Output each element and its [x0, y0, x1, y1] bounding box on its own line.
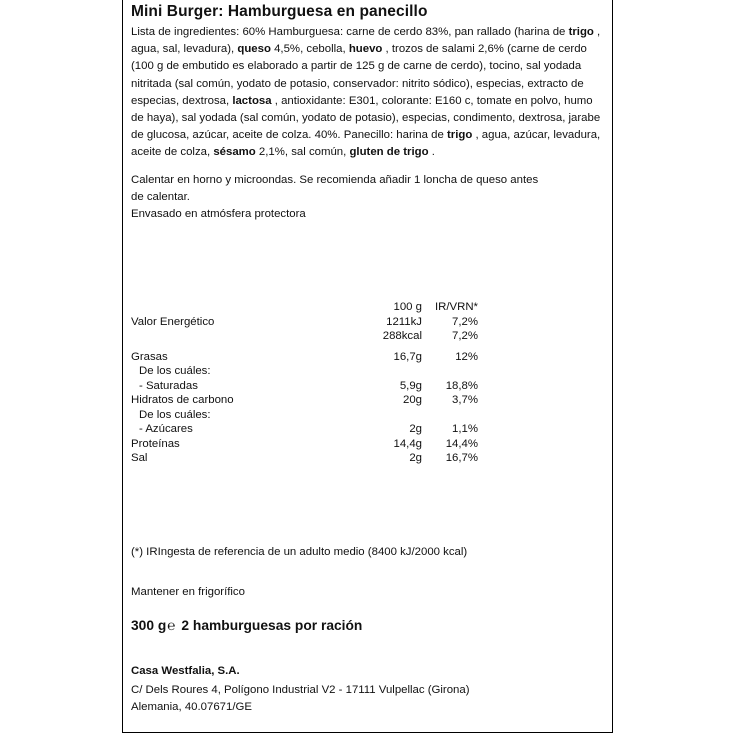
manufacturer-registration: Alemania, 40.07671/GE	[131, 701, 252, 713]
packaging-note: Envasado en atmósfera protectora	[131, 208, 306, 220]
nutrition-row	[131, 350, 478, 365]
manufacturer-name: Casa Westfalia, S.A.	[131, 665, 240, 677]
value-per-100g: 2g	[409, 452, 422, 464]
nutrition-row	[131, 437, 478, 452]
value-per-100g	[359, 408, 422, 423]
allergen-highlight: gluten de trigo	[349, 146, 429, 159]
nutrient-name	[131, 329, 359, 344]
ingredient-text: .	[428, 146, 435, 159]
value-ir-vrn: 14,4%	[445, 437, 478, 450]
ingredient-text: , trozos de salami 2,6% (carne de cerdo (100 g de embutido es elaborado a partir de 125 g de carne de cerdo), tocino, sal yodada nitritada (sal común, yodato de potasio, conservador: nitrito sódico), especias, extracto de especias, dextrosa,	[131, 43, 587, 107]
allergen-highlight: trigo	[446, 129, 473, 142]
allergen-highlight: lactosa	[232, 94, 272, 107]
portion-description: 2 hamburguesas por ración	[181, 618, 363, 633]
nutrient-name: Valor Energético	[131, 315, 215, 328]
footnote: (*) IRIngesta de referencia de un adulto medio (8400 kJ/2000 kcal)	[131, 546, 468, 558]
nutrient-name: De los cuáles:	[139, 408, 211, 421]
nutrient-name: Hidratos de carbono	[131, 394, 234, 406]
storage-instructions: Mantener en frigorífico	[131, 586, 245, 598]
ingredient-text: Lista de ingredientes: 60% Hamburguesa: carne de cerdo 83%, pan rallado (harina de	[131, 26, 569, 38]
ingredient-text: , antioxidante: E301, colorante: E160 c, tomate en polvo, humo de haya), sal yodada (sal común, yodato de potasio), especias, condimento, dextrosa, jarabe de glucosa, azúcar, aceite de colza. 40%. Panecillo: harina de	[131, 94, 601, 142]
value-ir-vrn: 7,2%	[452, 315, 478, 328]
value-per-100g: 16,7g	[393, 350, 422, 363]
value-ir-vrn: 18,8%	[445, 379, 478, 392]
allergen-highlight: huevo	[348, 43, 383, 56]
value-ir-vrn	[422, 408, 478, 423]
value-ir-vrn	[422, 364, 478, 379]
nutrition-row	[131, 408, 478, 423]
value-per-100g: 288kcal	[382, 330, 422, 342]
manufacturer-address: C/ Dels Roures 4, Polígono Industrial V2 - 17111 Vulpellac (Girona)	[131, 684, 470, 696]
ingredient-text: 4,5%, cebolla,	[270, 43, 349, 56]
value-per-100g: 1211kJ	[386, 315, 422, 328]
nutrition-row	[131, 393, 478, 408]
nutrition-row	[131, 422, 478, 437]
value-per-100g	[359, 364, 422, 379]
nutrition-row	[131, 451, 478, 466]
portion-info	[131, 618, 362, 633]
nutrition-row	[131, 379, 478, 394]
nutrition-row	[131, 315, 478, 330]
ingredient-text: 2,1%, sal común,	[255, 146, 350, 159]
nutrient-name: - Azúcares	[139, 423, 193, 435]
preparation-line-2: de calentar.	[131, 191, 190, 203]
nutrient-name: De los cuáles:	[139, 365, 211, 377]
allergen-highlight: sésamo	[213, 146, 256, 159]
value-ir-vrn: 1,1%	[452, 423, 478, 435]
header-ir-vrn: IR/VRN*	[434, 301, 478, 313]
value-per-100g: 20g	[402, 394, 422, 406]
nutrition-row	[131, 329, 478, 344]
ingredients-text	[131, 24, 607, 162]
header-per-100g: 100 g	[393, 301, 422, 313]
allergen-highlight: trigo	[568, 26, 594, 38]
value-per-100g: 5,9g	[399, 379, 422, 392]
nutrition-row	[131, 364, 478, 379]
nutrition-table	[131, 300, 478, 466]
nutrient-name: Grasas	[131, 350, 168, 363]
nutrient-name: - Saturadas	[139, 379, 198, 392]
estimated-sign-icon: ℮	[167, 618, 176, 633]
ingredient-text: , agua, azúcar, levadura, aceite de colza,	[131, 129, 601, 159]
value-per-100g: 2g	[409, 423, 422, 435]
nutrient-name: Sal	[131, 452, 148, 464]
value-ir-vrn: 12%	[455, 350, 478, 363]
value-ir-vrn: 7,2%	[452, 330, 478, 342]
nutrient-name: Proteínas	[131, 437, 180, 450]
value-per-100g: 14,4g	[393, 437, 422, 450]
nutrition-header-row	[131, 300, 478, 315]
allergen-highlight: queso	[237, 43, 271, 56]
preparation-line-1: Calentar en horno y microondas. Se recomienda añadir 1 loncha de queso antes	[131, 174, 539, 186]
product-title: Mini Burger: Hamburguesa en panecillo	[131, 3, 428, 20]
value-ir-vrn: 16,7%	[445, 452, 478, 464]
net-weight: 300 g	[131, 618, 167, 633]
ingredient-text: , agua, sal, levadura),	[131, 26, 601, 56]
value-ir-vrn: 3,7%	[452, 394, 478, 406]
